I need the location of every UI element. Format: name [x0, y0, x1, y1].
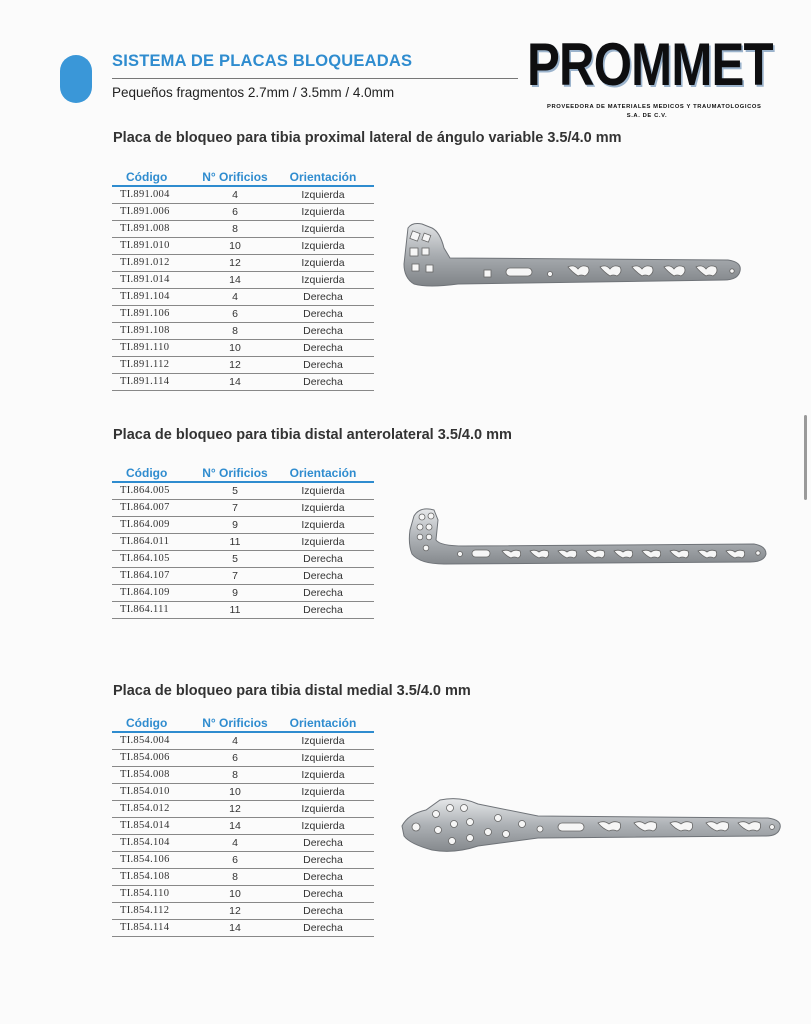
table-row: [112, 322, 374, 339]
cell-holes: 8: [198, 868, 272, 885]
cell-orientation: Izquierda: [272, 186, 374, 203]
cell-orientation: Izquierda: [272, 817, 374, 834]
cell-holes: 12: [198, 800, 272, 817]
cell-code: TI.891.008: [112, 220, 198, 237]
cell-orientation: Derecha: [272, 851, 374, 868]
cell-orientation: Derecha: [272, 919, 374, 936]
cell-orientation: Derecha: [272, 373, 374, 390]
cell-holes: 6: [198, 851, 272, 868]
cell-holes: 5: [198, 550, 272, 567]
table-row: [112, 499, 374, 516]
table-row: [112, 567, 374, 584]
column-header-holes: N° Orificios: [198, 168, 272, 186]
cell-holes: 7: [198, 567, 272, 584]
cell-code: TI.854.112: [112, 902, 198, 919]
table-row: [112, 902, 374, 919]
cell-orientation: Izquierda: [272, 533, 374, 550]
table-row: [112, 305, 374, 322]
cell-holes: 14: [198, 919, 272, 936]
spec-table-distal-medial: [112, 714, 374, 937]
cell-orientation: Derecha: [272, 601, 374, 618]
cell-code: TI.891.012: [112, 254, 198, 271]
spec-table-distal-anterolateral: [112, 464, 374, 619]
cell-holes: 12: [198, 356, 272, 373]
cell-code: TI.891.108: [112, 322, 198, 339]
cell-code: TI.854.114: [112, 919, 198, 936]
section-title-distal-medial: Placa de bloqueo para tibia distal medial 3.5/4.0 mm: [113, 683, 471, 699]
cell-code: TI.891.104: [112, 288, 198, 305]
cell-holes: 12: [198, 902, 272, 919]
cell-orientation: Derecha: [272, 356, 374, 373]
cell-code: TI.854.012: [112, 800, 198, 817]
table-row: [112, 783, 374, 800]
cell-holes: 10: [198, 237, 272, 254]
cell-code: TI.864.007: [112, 499, 198, 516]
table-row: [112, 550, 374, 567]
cell-orientation: Izquierda: [272, 516, 374, 533]
cell-code: TI.891.112: [112, 356, 198, 373]
cell-orientation: Derecha: [272, 885, 374, 902]
cell-holes: 6: [198, 749, 272, 766]
distal-anterolateral-plate-image: [404, 504, 770, 572]
cell-holes: 8: [198, 220, 272, 237]
cell-holes: 4: [198, 186, 272, 203]
cell-code: TI.891.006: [112, 203, 198, 220]
table-row: [112, 516, 374, 533]
cell-orientation: Derecha: [272, 305, 374, 322]
cell-orientation: Izquierda: [272, 220, 374, 237]
cell-holes: 5: [198, 482, 272, 499]
cell-code: TI.891.110: [112, 339, 198, 356]
proximal-lateral-plate-image: [398, 218, 743, 293]
cell-holes: 14: [198, 817, 272, 834]
cell-holes: 6: [198, 203, 272, 220]
cell-holes: 9: [198, 584, 272, 601]
logo-tagline: PROVEEDORA DE MATERIALES MEDICOS Y TRAUMATOLOGICOS: [547, 104, 762, 110]
cell-orientation: Derecha: [272, 322, 374, 339]
cell-code: TI.891.114: [112, 373, 198, 390]
column-header-code: Código: [112, 464, 198, 482]
cell-holes: 10: [198, 339, 272, 356]
table-row: [112, 584, 374, 601]
column-header-holes: N° Orificios: [198, 714, 272, 732]
cell-orientation: Izquierda: [272, 482, 374, 499]
cell-holes: 9: [198, 516, 272, 533]
cell-code: TI.864.105: [112, 550, 198, 567]
table-row: [112, 203, 374, 220]
cell-orientation: Izquierda: [272, 254, 374, 271]
table-row: [112, 868, 374, 885]
cell-orientation: Derecha: [272, 567, 374, 584]
cell-orientation: Izquierda: [272, 499, 374, 516]
table-row: [112, 288, 374, 305]
cell-holes: 12: [198, 254, 272, 271]
cell-holes: 14: [198, 271, 272, 288]
cell-code: TI.864.011: [112, 533, 198, 550]
cell-orientation: Derecha: [272, 339, 374, 356]
cell-orientation: Izquierda: [272, 732, 374, 749]
cell-code: TI.854.106: [112, 851, 198, 868]
cell-holes: 8: [198, 766, 272, 783]
cell-orientation: Derecha: [272, 584, 374, 601]
cell-code: TI.864.111: [112, 601, 198, 618]
cell-orientation: Derecha: [272, 550, 374, 567]
cell-holes: 10: [198, 783, 272, 800]
prommet-logo: [527, 30, 773, 125]
cell-orientation: Izquierda: [272, 749, 374, 766]
column-header-orientation: Orientación: [272, 464, 374, 482]
logo-wordmark: PROMMET: [527, 31, 773, 98]
table-row: [112, 533, 374, 550]
table-row: [112, 186, 374, 203]
table-row: [112, 885, 374, 902]
cell-code: TI.864.109: [112, 584, 198, 601]
table-row: [112, 237, 374, 254]
table-row: [112, 601, 374, 618]
cell-holes: 11: [198, 533, 272, 550]
cell-code: TI.891.014: [112, 271, 198, 288]
table-header-row: [112, 714, 374, 732]
header-accent-pill: [60, 55, 92, 103]
distal-medial-plate-image: [398, 796, 784, 858]
cell-holes: 8: [198, 322, 272, 339]
cell-code: TI.854.110: [112, 885, 198, 902]
title-divider: [112, 78, 518, 79]
table-header-row: [112, 464, 374, 482]
cell-holes: 14: [198, 373, 272, 390]
table-row: [112, 919, 374, 936]
cell-orientation: Derecha: [272, 868, 374, 885]
cell-orientation: Izquierda: [272, 271, 374, 288]
cell-holes: 6: [198, 305, 272, 322]
table-row: [112, 373, 374, 390]
table-row: [112, 482, 374, 499]
cell-orientation: Izquierda: [272, 800, 374, 817]
table-row: [112, 339, 374, 356]
cell-holes: 4: [198, 288, 272, 305]
column-header-holes: N° Orificios: [198, 464, 272, 482]
table-row: [112, 356, 374, 373]
cell-orientation: Izquierda: [272, 203, 374, 220]
column-header-code: Código: [112, 168, 198, 186]
table-row: [112, 749, 374, 766]
table-row: [112, 254, 374, 271]
logo-company-suffix: S.A. DE C.V.: [626, 113, 668, 119]
column-header-orientation: Orientación: [272, 714, 374, 732]
table-row: [112, 834, 374, 851]
cell-orientation: Derecha: [272, 902, 374, 919]
cell-orientation: Derecha: [272, 288, 374, 305]
section-title-distal-anterolateral: Placa de bloqueo para tibia distal anterolateral 3.5/4.0 mm: [113, 427, 512, 443]
cell-holes: 4: [198, 834, 272, 851]
cell-code: TI.854.108: [112, 868, 198, 885]
cell-code: TI.854.004: [112, 732, 198, 749]
column-header-orientation: Orientación: [272, 168, 374, 186]
cell-code: TI.854.104: [112, 834, 198, 851]
cell-holes: 10: [198, 885, 272, 902]
page-scroll-indicator[interactable]: [804, 415, 807, 500]
spec-table-proximal-lateral: [112, 168, 374, 391]
cell-code: TI.864.005: [112, 482, 198, 499]
table-row: [112, 800, 374, 817]
table-header-row: [112, 168, 374, 186]
cell-code: TI.854.006: [112, 749, 198, 766]
cell-holes: 7: [198, 499, 272, 516]
table-row: [112, 817, 374, 834]
table-row: [112, 732, 374, 749]
cell-code: TI.864.107: [112, 567, 198, 584]
cell-holes: 11: [198, 601, 272, 618]
page-subtitle: Pequeños fragmentos 2.7mm / 3.5mm / 4.0mm: [112, 85, 395, 100]
table-row: [112, 766, 374, 783]
cell-code: TI.854.008: [112, 766, 198, 783]
table-row: [112, 220, 374, 237]
cell-code: TI.891.004: [112, 186, 198, 203]
table-row: [112, 851, 374, 868]
cell-orientation: Izquierda: [272, 783, 374, 800]
cell-holes: 4: [198, 732, 272, 749]
cell-orientation: Derecha: [272, 834, 374, 851]
column-header-code: Código: [112, 714, 198, 732]
cell-code: TI.854.014: [112, 817, 198, 834]
section-title-proximal-lateral: Placa de bloqueo para tibia proximal lateral de ángulo variable 3.5/4.0 mm: [113, 130, 622, 146]
table-row: [112, 271, 374, 288]
cell-orientation: Izquierda: [272, 237, 374, 254]
cell-orientation: Izquierda: [272, 766, 374, 783]
cell-code: TI.854.010: [112, 783, 198, 800]
cell-code: TI.891.106: [112, 305, 198, 322]
page-title: SISTEMA DE PLACAS BLOQUEADAS: [112, 52, 413, 70]
cell-code: TI.864.009: [112, 516, 198, 533]
cell-code: TI.891.010: [112, 237, 198, 254]
